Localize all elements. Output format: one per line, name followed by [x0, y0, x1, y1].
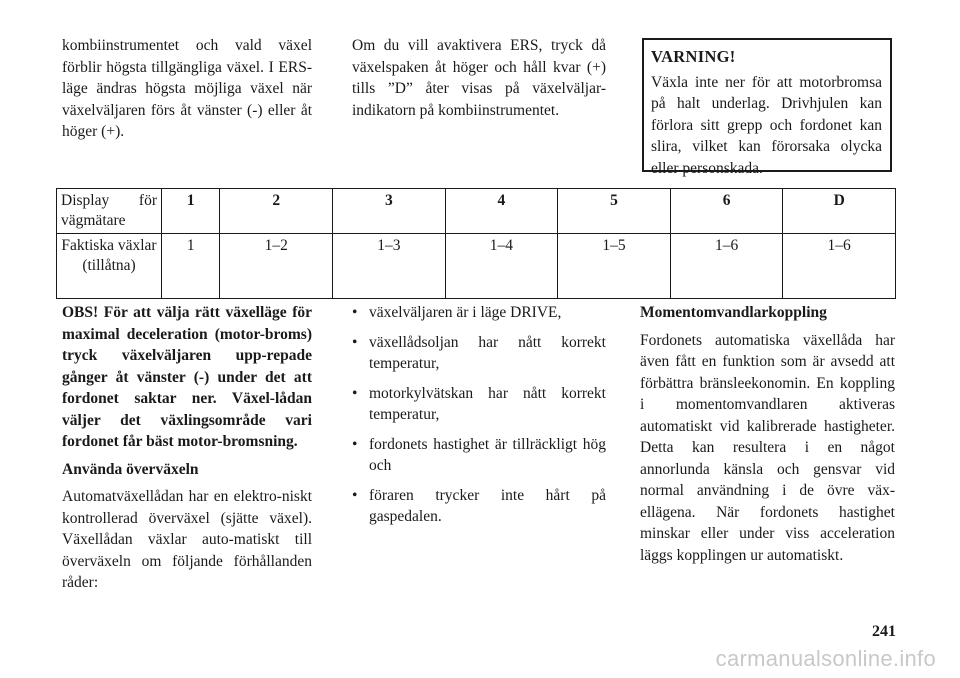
list-item — [352, 332, 606, 375]
table-cell: 5 — [558, 189, 671, 234]
watermark-logo: carmanualsonline.info — [715, 646, 936, 671]
column-1-top-text — [62, 35, 312, 149]
condition-list — [352, 302, 606, 528]
table-cell: 1–4 — [445, 234, 558, 299]
warning-body: Växla inte ner för att motorbromsa på halt underlag. Drivhjulen kan förlora sitt grepp och fordonet kan slira, vilket kan förorsaka olycka eller personskada. — [651, 73, 882, 177]
table-row-header-display: Display för vägmätare — [57, 189, 162, 234]
warning-box — [642, 38, 892, 177]
paragraph-overdrive: Automatväxellådan har en elektro-niskt kontrollerad överväxel (sjätte växel). Växellådan växlar auto-matiskt till överväxeln om följande förhållanden råder: — [62, 488, 312, 591]
table-row-header-actual: Faktiska växlar (tillåtna) — [57, 234, 162, 299]
bullet-icon: • — [352, 304, 358, 321]
paragraph-torque-converter: Fordonets automatiska växellåda har även fått en funktion som är avsedd att förbättra bränsleekonomin. En koppling i momentomvandlaren aktiveras automatiskt vid kalibrerade hastigheter. Detta kan resultera i en något annorlunda känsla och gensvar vid normal användning i de övre väx-ellägena. När fordonets hastighet minskar eller under viss acceleration läggs kopplingen ur automatiskt. — [640, 331, 895, 564]
gear-table — [56, 188, 896, 299]
paragraph-ers-deactivate: Om du vill avaktivera ERS, tryck då växelspaken åt höger och håll kvar (+) tills ”D” åter visas på växelväljar-indikatorn på kombiinstrumentet. — [352, 37, 606, 119]
list-item-text: föraren trycker inte hårt på gaspedalen. — [369, 486, 606, 525]
bullet-icon: • — [352, 333, 358, 351]
table-cell: 1–6 — [783, 234, 896, 299]
table-cell: D — [783, 189, 896, 234]
table-cell: 3 — [333, 189, 446, 234]
table-cell: 1–2 — [220, 234, 333, 299]
table-cell: 4 — [445, 189, 558, 234]
list-item-text: motorkylvätskan har nått korrekt temperatur, — [369, 384, 606, 423]
table-row-actual — [57, 234, 896, 299]
heading-torque-converter: Momentomvandlarkoppling — [640, 304, 827, 321]
table-cell: 6 — [670, 189, 783, 234]
column-2-top-text — [352, 35, 606, 127]
list-item — [352, 302, 606, 324]
list-item-text: växellådsoljan har nått korrekt temperatur, — [369, 333, 606, 372]
list-item — [352, 383, 606, 426]
bullet-icon: • — [352, 435, 358, 453]
column-3-bottom-text — [640, 302, 895, 572]
note-engine-braking: OBS! För att välja rätt växelläge för maximal deceleration (motor-broms) tryck växelväljaren upp-repade gånger åt vänster (-) under det att fordonet saktar ner. Växel-lådan väljer det växlingsområde vari fordonet får bäst motor-bromsning. — [62, 304, 312, 450]
table-cell: 1–6 — [670, 234, 783, 299]
table-cell: 1 — [162, 189, 220, 234]
paragraph-ers-gear: kombiinstrumentet och vald växel förblir högsta tillgängliga växel. I ERS-läge ändras högsta möjliga växel när växelväljaren förs åt vänster (-) eller åt höger (+). — [62, 37, 312, 140]
list-item — [352, 434, 606, 477]
list-item — [352, 485, 606, 528]
column-2-bottom-list — [352, 302, 606, 536]
page-number: 241 — [872, 623, 896, 640]
heading-overdrive: Använda överväxeln — [62, 460, 199, 478]
column-1-bottom-text — [62, 302, 312, 600]
list-item-text: växelväljaren är i läge DRIVE, — [369, 304, 562, 321]
table-cell: 1 — [162, 234, 220, 299]
warning-title: VARNING! — [651, 47, 736, 66]
list-item-text: fordonets hastighet är tillräckligt hög och — [369, 435, 606, 474]
bullet-icon: • — [352, 384, 358, 402]
bullet-icon: • — [352, 486, 358, 504]
table-cell: 2 — [220, 189, 333, 234]
table-row-display — [57, 189, 896, 234]
table-cell: 1–5 — [558, 234, 671, 299]
table-cell: 1–3 — [333, 234, 446, 299]
